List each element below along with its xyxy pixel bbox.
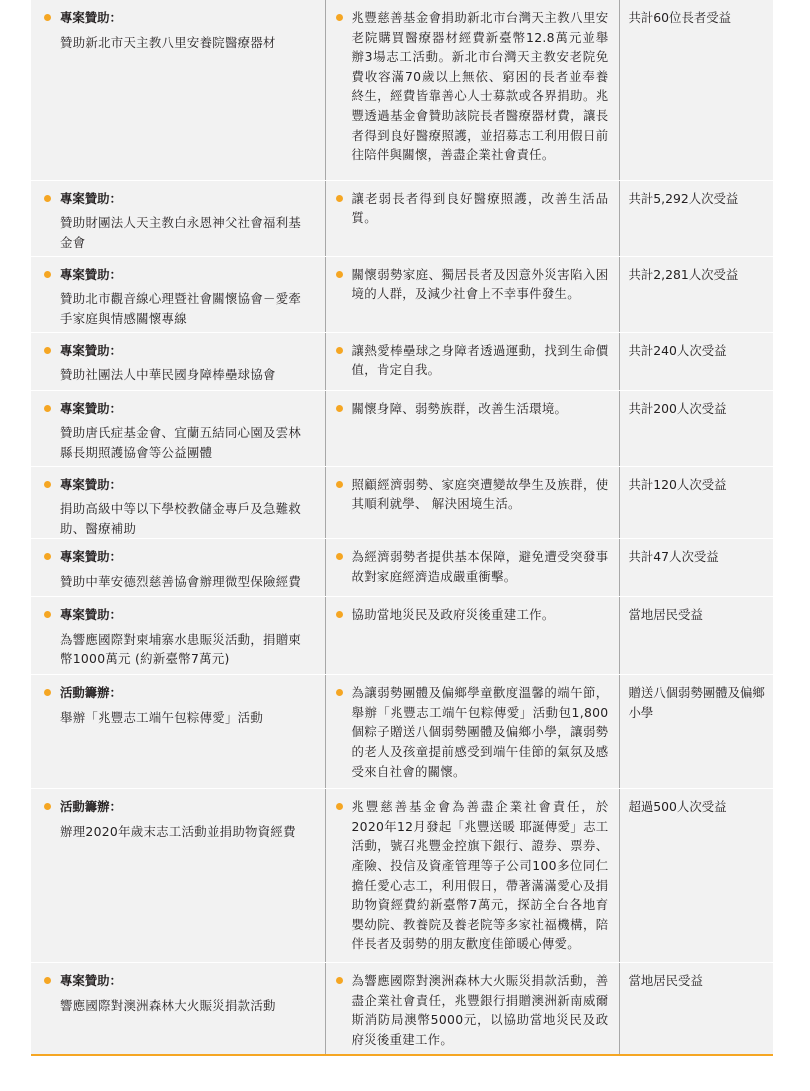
benefit-cell [619,466,773,539]
description-value: 讓熱愛棒壘球之身障者透過運動，找到生命價值，肯定自我。 [351,342,609,378]
description-cell [325,675,619,789]
description-value: 照顧經濟弱勢、家庭突遭變故學生及族群，使其順利就學、 解決困境生活。 [351,476,609,512]
project-name: 贊助中華安德烈慈善協會辦理微型保險經費 [60,573,302,589]
benefit-value: 共計2,281人次受益 [628,266,739,282]
description-text [336,971,609,1049]
project-type-label: 活動籌辦： [60,685,122,701]
project-type [44,475,313,495]
csr-activities-table [31,0,773,1056]
bullet-dot-icon [336,195,343,202]
project-name: 贊助社團法人中華民國身障棒壘球協會 [60,367,276,383]
bullet-dot-icon [336,405,343,412]
table-row [31,539,773,597]
bullet-dot-icon [44,481,51,488]
description-value: 關懷弱勢家庭、獨居長者及因意外災害陷入困境的人群，及減少社會上不幸事件發生。 [351,266,609,302]
project-type [44,797,313,817]
project-cell [31,256,325,332]
table-row [31,466,773,539]
project-type [44,399,313,419]
table-row [31,0,773,180]
description-text [336,547,609,586]
table-row [31,256,773,332]
benefit-cell [619,0,773,180]
project-type [44,341,313,361]
benefit-value: 共計5,292人次受益 [628,190,739,206]
project-cell [31,789,325,963]
project-type [44,971,313,991]
bullet-dot-icon [44,977,51,984]
bullet-dot-icon [336,553,343,560]
project-type-label: 專案贊助： [60,400,122,416]
description-cell [325,332,619,390]
description-cell [325,256,619,332]
project-type-label: 專案贊助： [60,10,122,25]
project-type-label: 專案贊助： [60,476,122,492]
table-row [31,675,773,789]
bullet-dot-icon [44,347,51,354]
project-type-label: 專案贊助： [60,973,122,989]
benefit-value: 當地居民受益 [628,973,703,989]
project-name: 贊助北市觀音線心理暨社會關懷協會－愛牽手家庭與情感關懷專線 [60,291,302,326]
description-text [336,605,609,625]
benefit-value: 共計47人次受益 [628,549,719,565]
benefit-value: 共計120人次受益 [628,476,727,492]
project-cell [31,332,325,390]
bullet-dot-icon [44,803,51,810]
benefit-cell [619,256,773,332]
bullet-dot-icon [44,689,51,696]
project-type-label: 活動籌辦： [60,799,122,815]
project-cell [31,466,325,539]
bullet-dot-icon [336,611,343,618]
description-text [336,797,609,954]
project-name: 響應國際對澳洲森林大火賑災捐款活動 [60,997,276,1013]
benefit-cell [619,539,773,597]
description-value: 兆豐慈善基金會為善盡企業社會責任，於2020年12月發起「兆豐送暖 耶誕傳愛」志工活動，號召兆豐金控旗下銀行、證券、票券、產險、投信及資產管理等子公司100多位同仁擔任愛心志工，利用假日，帶著滿滿愛心及捐助物資經費約新臺幣7萬元，探訪全台各地育嬰幼院、教養院及養老院等多家社福機構，陪伴長者及弱勢的朋友歡度佳節暖心傳愛。 [351,799,609,952]
description-cell [325,390,619,466]
project-name: 贊助唐氏症基金會、宜蘭五結同心園及雲林縣長期照護協會等公益團體 [60,425,302,460]
project-type [44,547,313,567]
bullet-dot-icon [44,611,51,618]
description-text [336,475,609,514]
bullet-dot-icon [336,481,343,488]
project-cell [31,390,325,466]
benefit-cell [619,390,773,466]
bullet-dot-icon [336,977,343,984]
description-value: 為經濟弱勢者提供基本保障，避免遭受突發事故對家庭經濟造成嚴重衝擊。 [351,549,609,584]
project-name: 為響應國際對柬埔寨水患賑災活動，捐贈柬幣1000萬元 (約新臺幣7萬元) [60,631,302,667]
project-type-label: 專案贊助： [60,342,122,358]
bullet-dot-icon [336,689,343,696]
table-row [31,597,773,675]
project-cell [31,963,325,1055]
description-text [336,265,609,304]
project-cell [31,180,325,256]
description-text [336,8,609,165]
project-name: 贊助財團法人天主教白永恩神父社會福利基金會 [60,215,302,250]
description-text [336,683,609,781]
benefit-cell [619,597,773,675]
bullet-dot-icon [336,14,343,21]
benefit-value: 共計200人次受益 [628,400,727,416]
project-type [44,265,313,285]
project-type-label: 專案贊助： [60,190,122,206]
table-row [31,332,773,390]
project-type-label: 專案贊助： [60,607,122,623]
bullet-dot-icon [44,553,51,560]
description-cell [325,963,619,1055]
description-text [336,189,609,228]
description-text [336,399,609,419]
description-value: 兆豐慈善基金會捐助新北市台灣天主教八里安老院購買醫療器材經費新臺幣12.8萬元並舉辦3場志工活動。新北市台灣天主教安老院免費收容滿70歲以上無依、窮困的長者並奉養終生，經費皆靠善心人士募款或各界捐助。兆豐透過基金會贊助該院長者醫療器材費，讓長者得到良好醫療照護，並招募志工利用假日前往陪伴與關懷，善盡企業社會責任。 [351,10,609,163]
bullet-dot-icon [44,405,51,412]
bullet-dot-icon [44,271,51,278]
project-type-label: 專案贊助： [60,266,122,282]
bullet-dot-icon [44,195,51,202]
project-cell [31,597,325,675]
table-row [31,789,773,963]
project-type [44,189,313,209]
benefit-cell [619,332,773,390]
project-cell [31,0,325,180]
description-value: 協助當地災民及政府災後重建工作。 [351,607,555,623]
table-row [31,963,773,1055]
table-row [31,390,773,466]
description-cell [325,466,619,539]
benefit-value: 當地居民受益 [628,607,703,623]
project-type-label: 專案贊助： [60,549,122,565]
benefit-value: 贈送八個弱勢團體及偏鄉小學 [628,685,765,720]
bullet-dot-icon [336,271,343,278]
project-name: 贊助新北市天主教八里安養院醫療器材 [60,34,276,50]
description-value: 讓老弱長者得到良好醫療照護，改善生活品質。 [351,190,609,226]
table-row [31,180,773,256]
benefit-cell [619,789,773,963]
benefit-value: 共計60位長者受益 [628,10,732,25]
project-name: 舉辦「兆豐志工端午包粽傳愛」活動 [60,709,264,725]
bullet-dot-icon [336,803,343,810]
description-cell [325,539,619,597]
project-name: 捐助高級中等以下學校教儲金專戶及急難救助、醫療補助 [60,501,302,536]
bullet-dot-icon [336,347,343,354]
description-value: 關懷身障、弱勢族群，改善生活環境。 [351,400,568,416]
description-cell [325,597,619,675]
description-text [336,341,609,380]
description-cell [325,0,619,180]
description-cell [325,180,619,256]
benefit-value: 共計240人次受益 [628,342,727,358]
project-type [44,605,313,625]
bullet-dot-icon [44,14,51,21]
project-cell [31,539,325,597]
project-cell [31,675,325,789]
project-type [44,683,313,703]
benefit-value: 超過500人次受益 [628,799,727,815]
description-value: 為響應國際對澳洲森林大火賑災捐款活動，善盡企業社會責任，兆豐銀行捐贈澳洲新南威爾斯消防局澳幣5000元，以協助當地災民及政府災後重建工作。 [351,973,609,1048]
benefit-cell [619,963,773,1055]
project-name: 辦理2020年歲末志工活動並捐助物資經費 [60,823,296,839]
benefit-cell [619,180,773,256]
benefit-cell [619,675,773,789]
description-value: 為讓弱勢團體及偏鄉學童歡度溫馨的端午節，舉辦「兆豐志工端午包粽傳愛」活動包1,800個粽子贈送八個弱勢團體及偏鄉小學，讓弱勢的老人及孩童提前感受到端午佳節的氣氛及感受來自社會的關懷。 [351,685,609,779]
description-cell [325,789,619,963]
project-type [44,8,313,28]
